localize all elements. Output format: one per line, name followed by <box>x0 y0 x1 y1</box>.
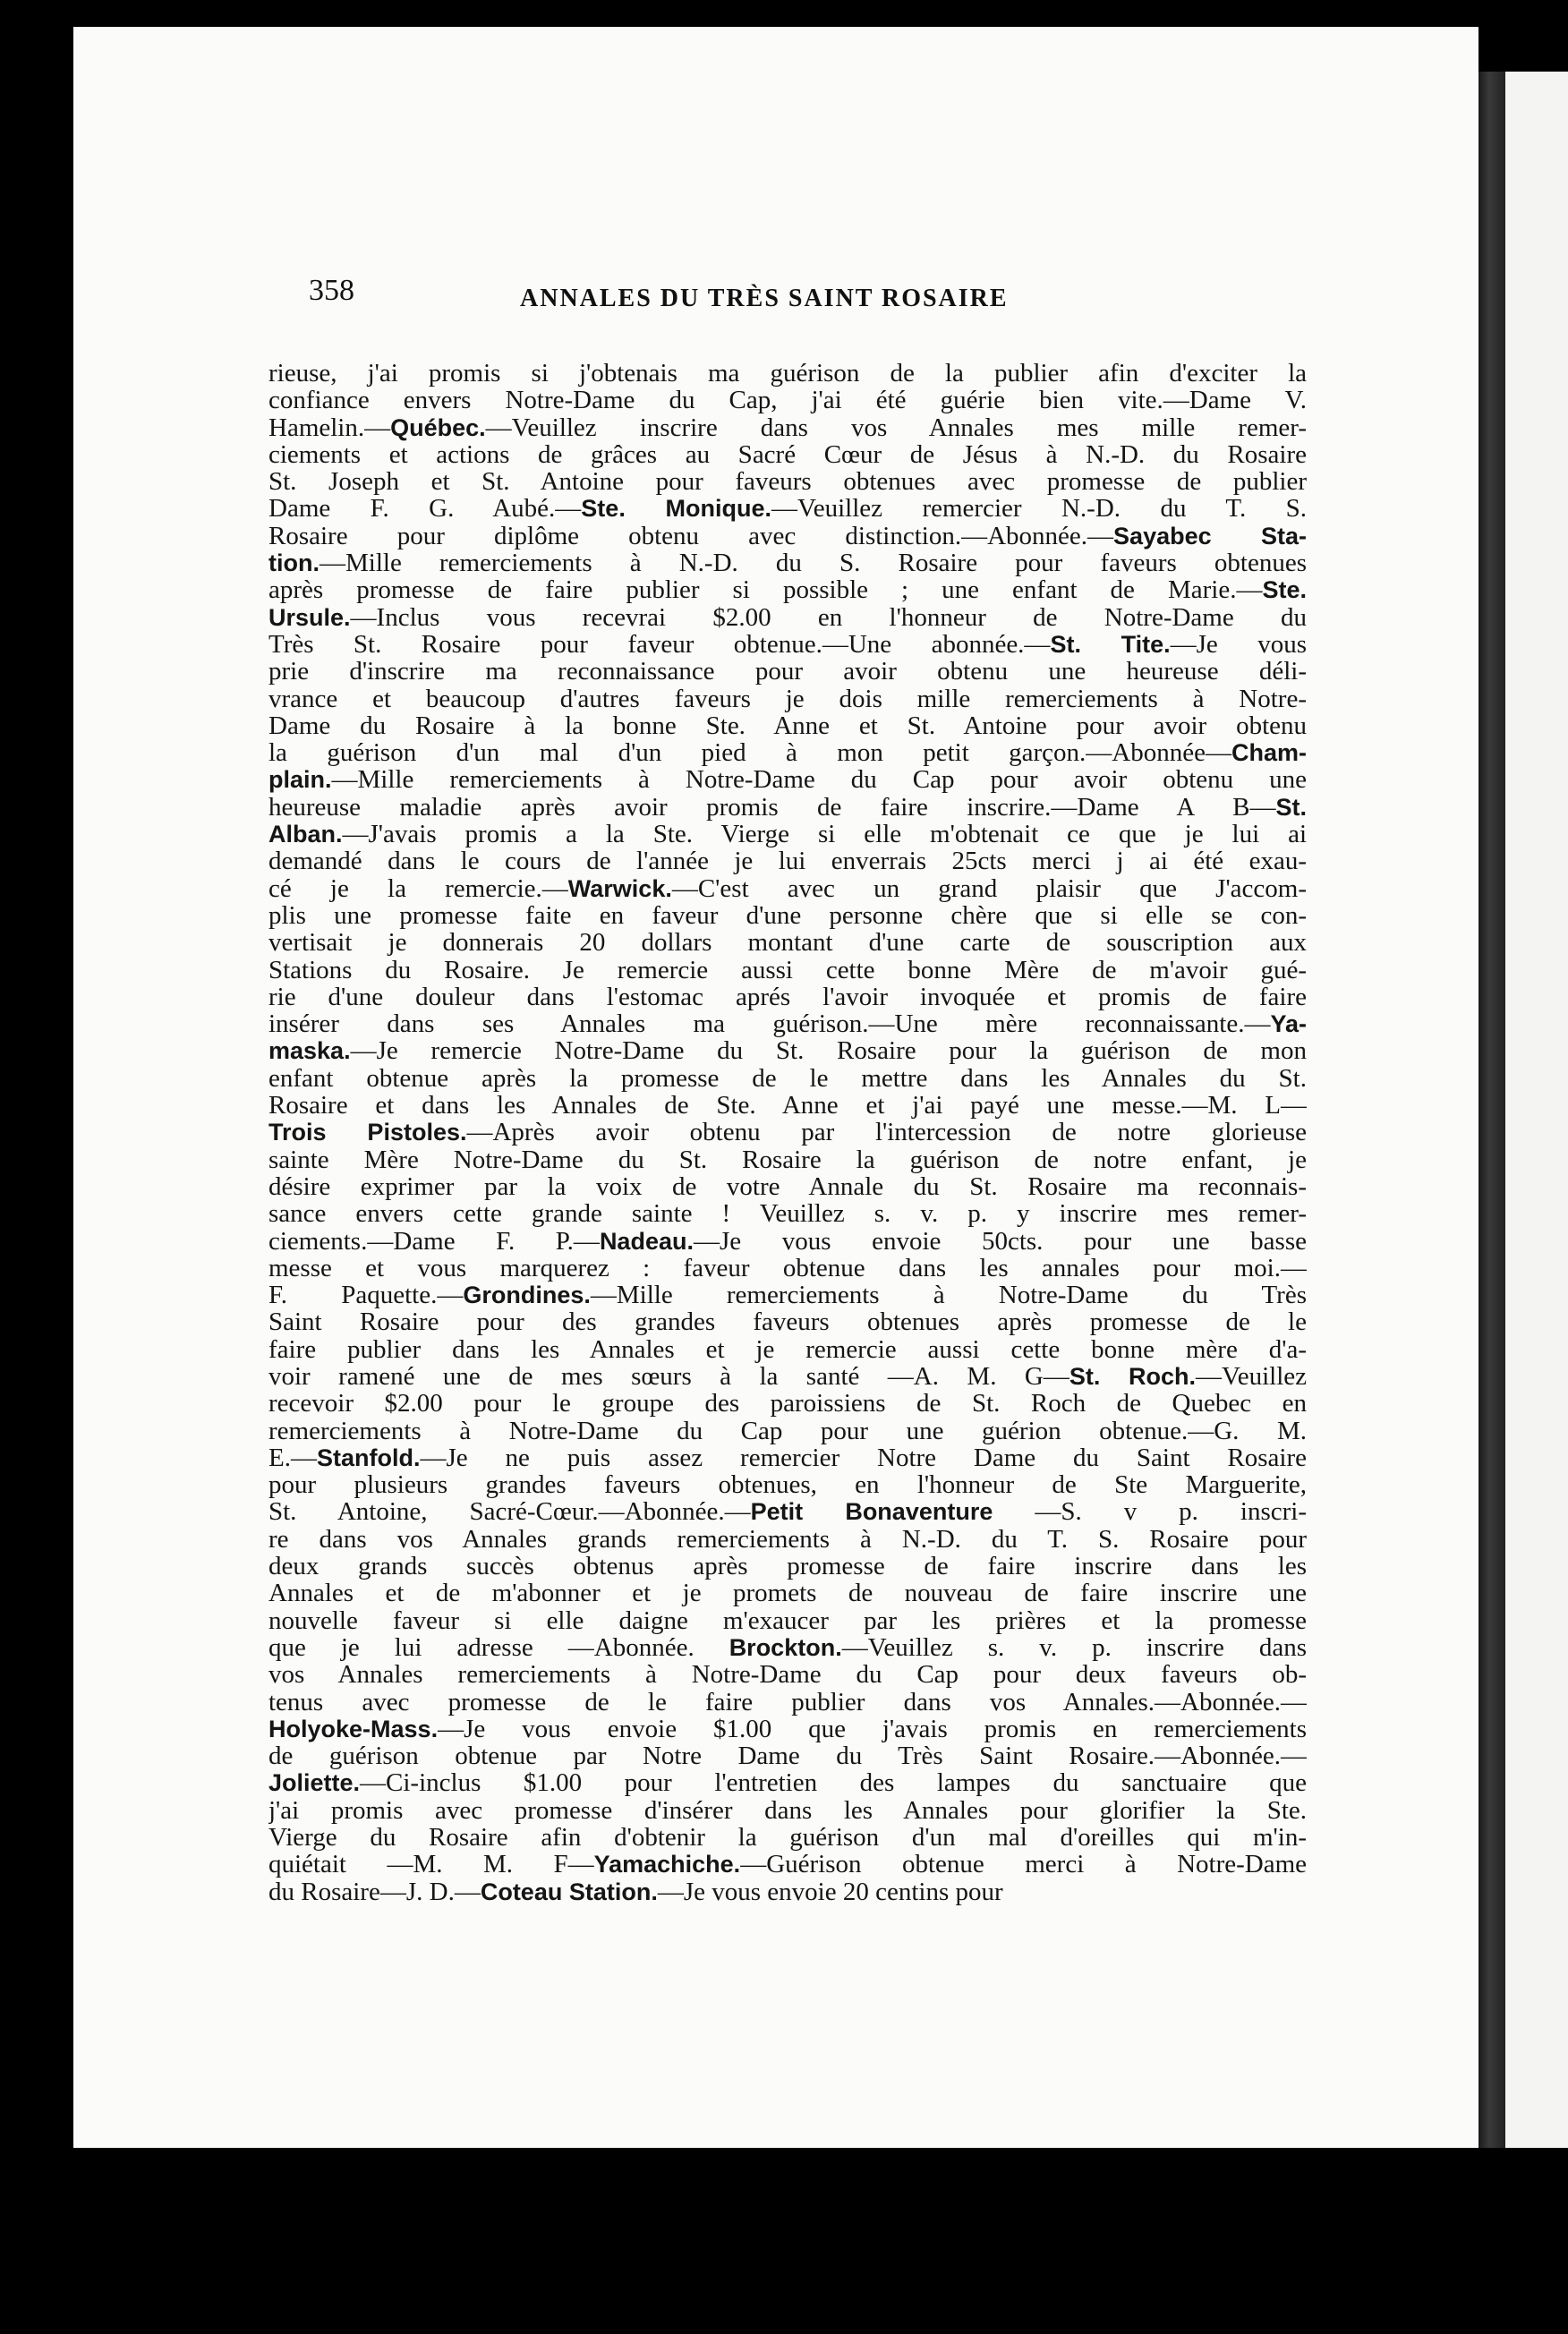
text-line <box>268 794 1307 821</box>
text-run: —Je vous envoie $1.00 que j'avais promis en remerciements <box>438 1714 1307 1743</box>
body-text <box>268 360 1307 2087</box>
text-line <box>268 631 1307 658</box>
text-run: —Guérison obtenue merci à Notre-Dame <box>740 1850 1307 1879</box>
place-name: Brockton. <box>729 1633 842 1661</box>
place-name: St. <box>1275 793 1307 821</box>
text-run: que je lui adresse —Abonnée. <box>268 1632 729 1662</box>
place-name: Ste. <box>1262 576 1307 604</box>
page-number: 358 <box>309 274 354 307</box>
text-run: St. Joseph et St. Antoine pour faveurs obtenues avec promesse de publier <box>268 467 1307 497</box>
text-run: Rosaire pour diplôme obtenu avec distinction.—Abonnée.— <box>268 521 1114 550</box>
place-name: Warwick. <box>567 874 672 902</box>
text-run: deux grands succès obtenus après promesse de faire inscrire dans les <box>268 1552 1307 1581</box>
text-run: —C'est avec un grand plaisir que J'accom- <box>671 873 1307 903</box>
text-run: —Veuillez inscrire dans vos Annales mes mille remer- <box>485 413 1307 442</box>
text-line <box>268 1173 1307 1200</box>
text-run: F. Paquette.— <box>268 1281 464 1310</box>
text-line <box>268 1255 1307 1282</box>
running-title: ANNALES DU TRÈS SAINT ROSAIRE <box>520 285 1009 312</box>
text-line <box>268 1742 1307 1769</box>
text-run: ciements et actions de grâces au Sacré Cœur de Jésus à N.-D. du Rosaire <box>268 439 1307 469</box>
text-line <box>268 576 1307 603</box>
text-run: nouvelle faveur si elle daigne m'exaucer par les prières et la promesse <box>268 1606 1307 1635</box>
place-name: Holyoke-Mass. <box>268 1715 439 1742</box>
text-line <box>268 1037 1307 1064</box>
text-line <box>268 1010 1307 1037</box>
text-line <box>268 1363 1307 1390</box>
text-line <box>268 1526 1307 1553</box>
place-name: Ste. Monique. <box>581 495 771 523</box>
text-line <box>268 984 1307 1010</box>
text-line <box>268 1418 1307 1444</box>
text-line <box>268 360 1307 387</box>
text-run: —Je vous <box>1170 629 1307 659</box>
text-line <box>268 712 1307 739</box>
text-run: Vierge du Rosaire afin d'obtenir la guérison d'un mal d'oreilles qui m'in- <box>268 1823 1307 1853</box>
place-name: Nadeau. <box>599 1227 694 1255</box>
text-line <box>268 523 1307 549</box>
text-run: cé je la remercie.— <box>268 873 568 903</box>
text-run: sance envers cette grande sainte ! Veuillez s. v. p. y inscrire mes remer- <box>268 1199 1307 1229</box>
text-line <box>268 1580 1307 1606</box>
text-line <box>268 1390 1307 1417</box>
text-run: —Je remercie Notre-Dame du St. Rosaire pour la guérison de mon <box>350 1036 1307 1066</box>
place-name: Cham- <box>1231 739 1307 767</box>
text-line <box>268 1607 1307 1634</box>
text-run: —Je vous envoie 50cts. pour une basse <box>693 1226 1307 1256</box>
text-line <box>268 1336 1307 1363</box>
text-run: Stations du Rosaire. Je remercie aussi cette bonne Mère de m'avoir gué- <box>268 955 1307 984</box>
text-run: E.— <box>268 1443 317 1472</box>
text-run: remerciements à Notre-Dame du Cap pour une guérion obtenue.—G. M. <box>268 1416 1307 1445</box>
place-name: St. Tite. <box>1050 630 1171 658</box>
place-name: Stanfold. <box>316 1444 421 1471</box>
text-run: messe et vous marquerez : faveur obtenue dans les annales pour moi.— <box>268 1253 1307 1282</box>
text-run: re dans vos Annales grands remerciements à N.-D. du T. S. Rosaire pour <box>268 1524 1307 1554</box>
text-line <box>268 1092 1307 1119</box>
place-name: Ya- <box>1270 1010 1307 1038</box>
place-name: Coteau Station. <box>480 1878 658 1905</box>
text-run: ciements.—Dame F. P.— <box>268 1226 600 1256</box>
text-line <box>268 1824 1307 1851</box>
text-line <box>268 1065 1307 1092</box>
text-run: St. Antoine, Sacré-Cœur.—Abonnée.— <box>268 1497 751 1527</box>
text-run: vertisait je donnerais 20 dollars montant d'une carte de souscription aux <box>268 928 1307 958</box>
text-run: voir ramené une de mes sœurs à la santé —A. M. G— <box>268 1361 1069 1391</box>
text-run: —Inclus vous recevrai $2.00 en l'honneur de Notre-Dame du <box>350 602 1307 632</box>
text-run: demandé dans le cours de l'année je lui enverrais 25cts merci j ai été exau- <box>268 847 1307 876</box>
text-run: désire exprimer par la voix de votre Annale du St. Rosaire ma reconnais- <box>268 1171 1307 1201</box>
text-line <box>268 1308 1307 1335</box>
text-run: confiance envers Notre-Dame du Cap, j'ai été guérie bien vite.—Dame V. <box>268 386 1307 415</box>
text-run: —Ci-inclus $1.00 pour l'entretien des lampes du sanctuaire que <box>360 1768 1307 1798</box>
place-name: Sayabec Sta- <box>1113 522 1307 549</box>
text-run: rie d'une douleur dans l'estomac aprés l'avoir invoquée et promis de faire <box>268 982 1307 1011</box>
text-line <box>268 441 1307 468</box>
text-run: Rosaire et dans les Annales de Ste. Anne et j'ai payé une messe.—M. L— <box>268 1091 1307 1120</box>
text-run: tenus avec promesse de le faire publier dans vos Annales.—Abonnée.— <box>268 1687 1307 1716</box>
text-run: —Veuillez s. v. p. inscrire dans <box>841 1632 1307 1662</box>
text-run: —Veuillez <box>1195 1361 1307 1391</box>
text-run: rieuse, j'ai promis si j'obtenais ma guérison de la publier afin d'exciter la <box>268 360 1307 388</box>
facing-page-edge <box>1505 72 1568 2148</box>
text-run: Dame du Rosaire à la bonne Ste. Anne et St. Antoine pour avoir obtenu <box>268 711 1307 740</box>
text-run: heureuse maladie après avoir promis de faire inscrire.—Dame A B— <box>268 792 1276 822</box>
place-name: Petit Bonaventure <box>750 1498 993 1526</box>
text-line <box>268 495 1307 522</box>
text-line <box>268 1716 1307 1742</box>
text-run: —Je vous envoie 20 centins pour <box>657 1877 1003 1906</box>
text-line <box>268 739 1307 766</box>
text-line <box>268 1689 1307 1716</box>
text-run: —J'avais promis a la Ste. Vierge si elle m'obtenait ce que je lui ai <box>342 820 1307 849</box>
text-line <box>268 957 1307 984</box>
place-name: Grondines. <box>463 1282 591 1309</box>
text-run: après promesse de faire publier si possible ; une enfant de Marie.— <box>268 575 1263 605</box>
text-line <box>268 1769 1307 1796</box>
text-line <box>268 1553 1307 1580</box>
text-run: Très St. Rosaire pour faveur obtenue.—Une abonnée.— <box>268 629 1051 659</box>
text-run: faire publier dans les Annales et je remercie aussi cette bonne mère d'a- <box>268 1334 1307 1364</box>
text-line <box>268 549 1307 576</box>
page-header <box>309 273 1302 327</box>
text-run: Hamelin.— <box>268 413 391 442</box>
text-line <box>268 1797 1307 1824</box>
text-run: la guérison d'un mal d'un pied à mon petit garçon.—Abonnée— <box>268 738 1231 768</box>
text-run: —Je ne puis assez remercier Notre Dame du Saint Rosaire <box>420 1443 1307 1472</box>
text-run: —Après avoir obtenu par l'intercession de notre glorieuse <box>466 1118 1307 1147</box>
place-name: Ursule. <box>268 603 351 631</box>
text-line <box>268 686 1307 712</box>
text-run: Dame F. G. Aubé.— <box>268 494 582 524</box>
text-run: du Rosaire—J. D.— <box>268 1877 481 1906</box>
text-line <box>268 1200 1307 1227</box>
place-name: Trois Pistoles. <box>268 1119 467 1146</box>
text-line <box>268 766 1307 793</box>
text-run: —Mille remerciements à N.-D. du S. Rosaire pour faveurs obtenues <box>319 549 1307 578</box>
text-run: j'ai promis avec promesse d'insérer dans les Annales pour glorifier la Ste. <box>268 1795 1307 1825</box>
text-line <box>268 1878 1307 1905</box>
text-line <box>268 414 1307 441</box>
text-line <box>268 1119 1307 1146</box>
text-line <box>268 1228 1307 1255</box>
text-run: vrance et beaucoup d'autres faveurs je dois mille remerciements à Notre- <box>268 684 1307 713</box>
text-run: —Mille remerciements à Notre-Dame du Cap pour avoir obtenu une <box>331 765 1307 795</box>
text-run: recevoir $2.00 pour le groupe des paroissiens de St. Roch de Quebec en <box>268 1389 1307 1418</box>
book-spine-shadow <box>1479 72 1505 2148</box>
text-line <box>268 821 1307 848</box>
text-line <box>268 902 1307 929</box>
text-run: Saint Rosaire pour des grandes faveurs obtenues après promesse de le <box>268 1308 1307 1337</box>
place-name: tion. <box>268 549 320 577</box>
text-line <box>268 1146 1307 1173</box>
text-run: —Mille remerciements à Notre-Dame du Très <box>590 1281 1307 1310</box>
text-line <box>268 1444 1307 1471</box>
place-name: plain. <box>268 766 332 794</box>
text-run: prie d'inscrire ma reconnaissance pour avoir obtenu une heureuse déli- <box>268 657 1307 686</box>
text-run: —Veuillez remercier N.-D. du T. S. <box>771 494 1307 524</box>
place-name: Québec. <box>390 413 486 441</box>
text-line <box>268 875 1307 902</box>
text-line <box>268 1634 1307 1661</box>
text-run: vos Annales remerciements à Notre-Dame du Cap pour deux faveurs ob- <box>268 1660 1307 1690</box>
text-run: de guérison obtenue par Notre Dame du Très Saint Rosaire.—Abonnée.— <box>268 1742 1307 1771</box>
place-name: St. Roch. <box>1069 1362 1196 1390</box>
text-line <box>268 1661 1307 1688</box>
text-run: pour plusieurs grandes faveurs obtenues, en l'honneur de Ste Marguerite, <box>268 1470 1307 1500</box>
text-line <box>268 929 1307 956</box>
text-run: Annales et de m'abonner et je promets de nouveau de faire inscrire une <box>268 1579 1307 1608</box>
place-name: Joliette. <box>268 1769 361 1797</box>
text-run: insérer dans ses Annales ma guérison.—Une mère reconnaissante.— <box>268 1009 1271 1039</box>
text-line <box>268 1471 1307 1498</box>
text-line <box>268 387 1307 413</box>
text-run: enfant obtenue après la promesse de le mettre dans les Annales du St. <box>268 1063 1307 1093</box>
text-run: sainte Mère Notre-Dame du St. Rosaire la guérison de notre enfant, je <box>268 1145 1307 1174</box>
text-line <box>268 658 1307 685</box>
place-name: Alban. <box>268 821 343 848</box>
text-run: plis une promesse faite en faveur d'une personne chère que si elle se con- <box>268 900 1307 930</box>
place-name: maska. <box>268 1037 351 1065</box>
text-line <box>268 604 1307 631</box>
text-line <box>268 468 1307 495</box>
text-line <box>268 1498 1307 1525</box>
text-line <box>268 848 1307 874</box>
text-run: quiétait —M. M. F— <box>268 1850 594 1879</box>
text-run: —S. v p. inscri- <box>993 1497 1307 1527</box>
text-line <box>268 1851 1307 1878</box>
place-name: Yamachiche. <box>593 1851 741 1878</box>
text-line <box>268 1282 1307 1308</box>
